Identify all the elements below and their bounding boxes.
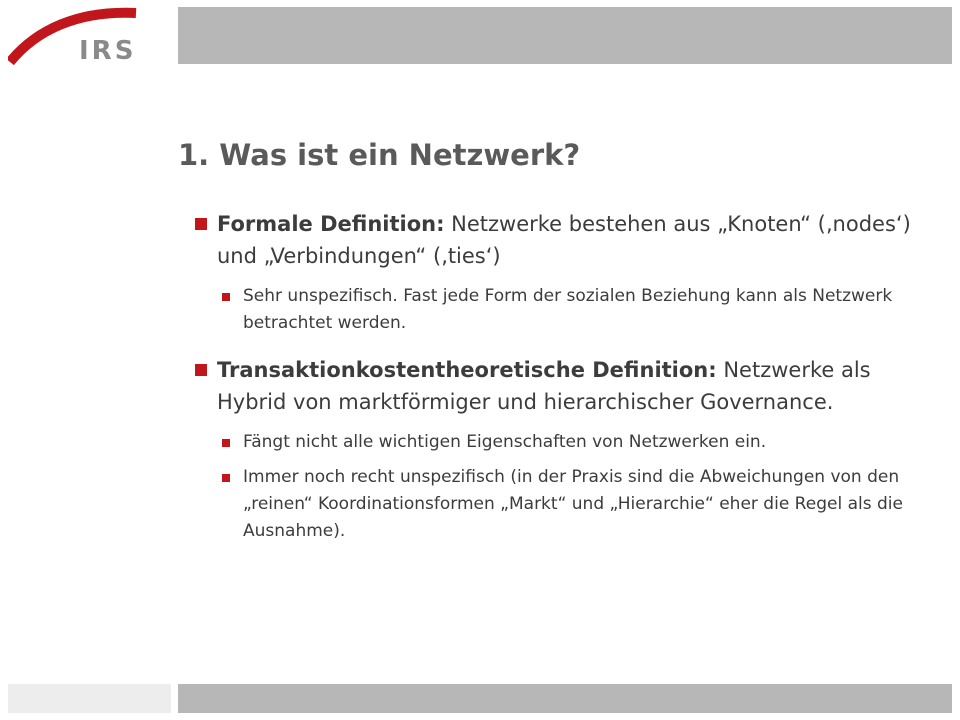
sub-bullet-text: Immer noch recht unspezifisch (in der Praxis sind die Abweichungen von den „reinen“ Koordinationsformen „Markt“ und „Hierarchie“ eher die Regel als die Ausnahme).	[243, 467, 903, 541]
logo-text: IRS	[79, 36, 137, 66]
bullet-label: Formale Definition:	[217, 212, 445, 236]
bullet-text: Netzwerke als Hybrid von marktförmiger und hierarchischer Governance.	[217, 358, 871, 414]
sub-bullet-item	[186, 429, 926, 456]
square-bullet-icon	[222, 439, 230, 447]
header-bar	[178, 7, 952, 64]
bullet-text: Netzwerke bestehen aus „Knoten“ (‚nodes‘) und „Verbindungen“ (‚ties‘)	[217, 212, 911, 268]
slide-title: 1. Was ist ein Netzwerk?	[178, 138, 581, 172]
footer-bar-right	[178, 684, 952, 713]
square-bullet-icon	[222, 474, 230, 482]
bullet-label: Transaktionkostentheoretische Definition:	[217, 358, 717, 382]
square-bullet-icon	[195, 364, 207, 376]
bullet-item	[186, 354, 926, 418]
square-bullet-icon	[222, 293, 230, 301]
sub-bullet-item	[186, 464, 926, 545]
bullet-item	[186, 208, 926, 272]
sub-bullet-text: Sehr unspezifisch. Fast jede Form der sozialen Beziehung kann als Netzwerk betrachtet werden.	[243, 286, 893, 333]
irs-logo	[8, 0, 173, 70]
bullet-list	[186, 208, 926, 545]
square-bullet-icon	[195, 218, 207, 230]
sub-bullet-item	[186, 283, 926, 337]
footer-bar-left	[8, 684, 171, 713]
sub-bullet-text: Fängt nicht alle wichtigen Eigenschaften von Netzwerken ein.	[243, 432, 767, 452]
